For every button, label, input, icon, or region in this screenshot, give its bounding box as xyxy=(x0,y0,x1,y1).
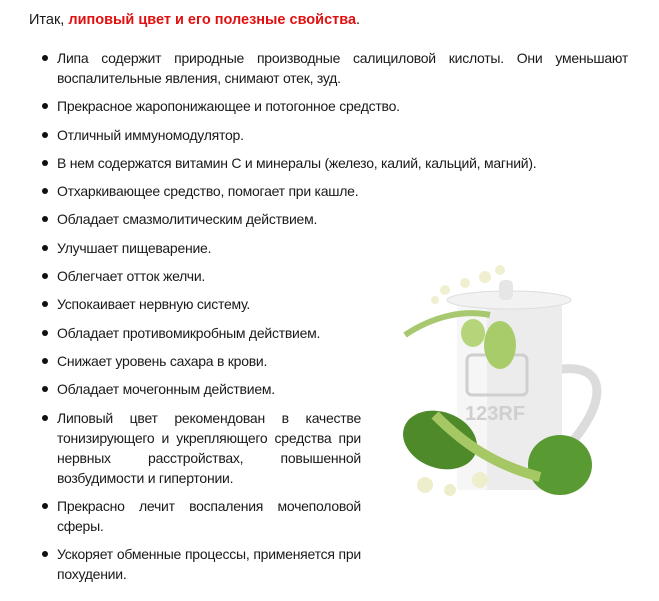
list-item: Липовый цвет рекомендован в качестве тонизирующего и укрепляющего средства при нервных расстройствах, повышенной возбудимости и гипертонии. xyxy=(0,408,361,488)
list-item: Прекрасное жаропонижающее и потогонное средство. xyxy=(0,96,628,116)
list-item: Прекрасно лечит воспаления мочеполовой сферы. xyxy=(0,496,361,536)
list-item: Отхаркивающее средство, помогает при кашле. xyxy=(0,181,628,201)
page-heading xyxy=(29,12,360,28)
list-item: Обладает противомикробным действием. xyxy=(0,323,361,343)
watermark: 123RF xyxy=(465,403,526,425)
heading-highlight: липовый цвет и его полезные свойства xyxy=(68,12,357,28)
heading-prefix: Итак, xyxy=(29,12,69,28)
list-item: Ускоряет обменные процессы, применяется при похудении. xyxy=(0,544,361,584)
linden-tea-mug-image xyxy=(395,255,615,515)
list-item: Отличный иммуномодулятор. xyxy=(0,125,628,145)
list-item: Обладает смазмолитическим действием. xyxy=(0,209,361,229)
list-item: Обладает мочегонным действием. xyxy=(0,379,361,399)
list-item: Липа содержит природные производные салициловой кислоты. Они уменьшают воспалительные явления, снимают отек, зуд. xyxy=(0,48,628,88)
list-item: Облегчает отток желчи. xyxy=(0,266,361,286)
heading-suffix: . xyxy=(356,12,361,28)
list-item: В нем содержатся витамин С и минералы (железо, калий, кальций, магний). xyxy=(0,153,628,173)
list-item: Улучшает пищеварение. xyxy=(0,238,361,258)
list-item: Снижает уровень сахара в крови. xyxy=(0,351,361,371)
list-item: Успокаивает нервную систему. xyxy=(0,294,361,314)
